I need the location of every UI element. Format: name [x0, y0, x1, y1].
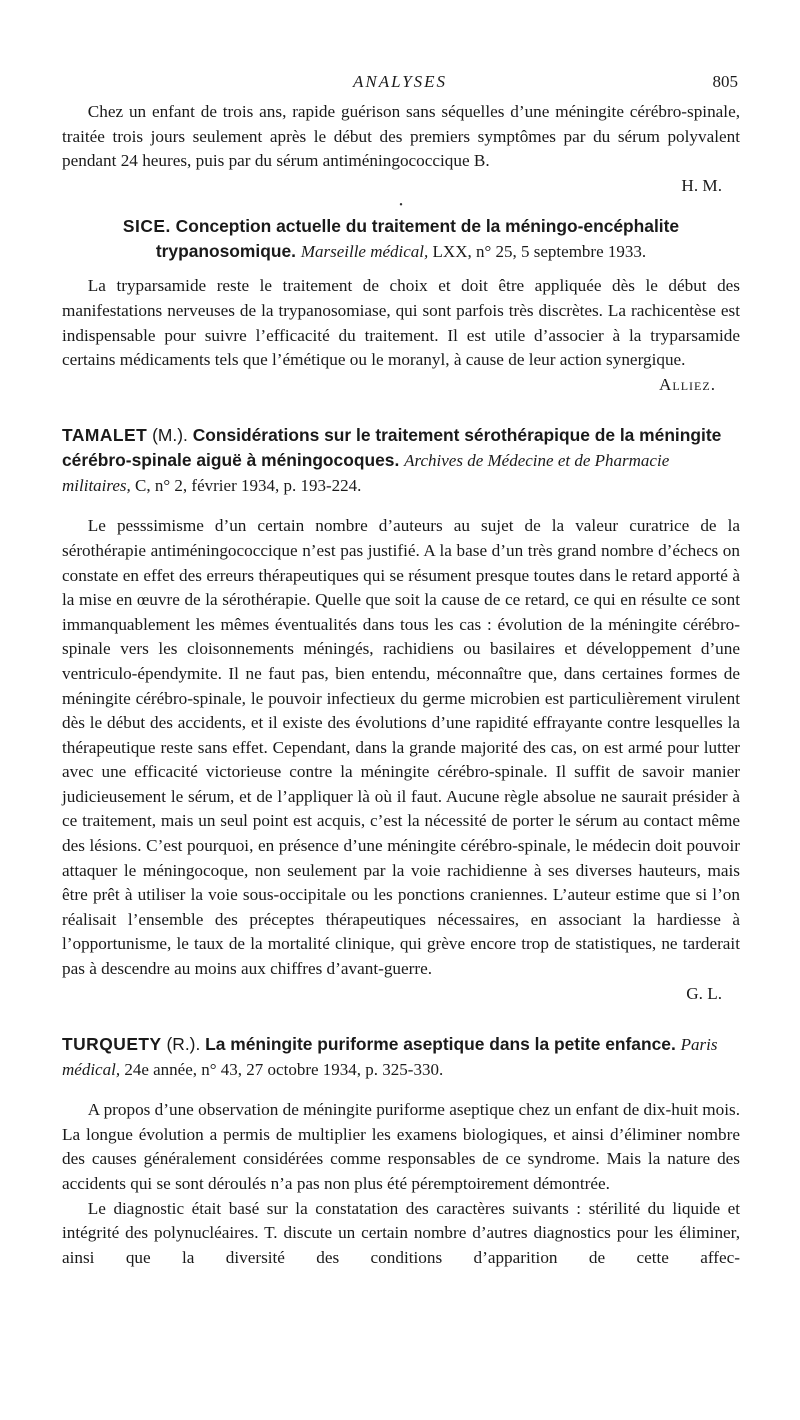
signature: Alliez. [658, 374, 716, 394]
paragraph: Le diagnostic était basé sur la constatation des caractères suivants : stérilité du liquide et intégrité des polynucléaires. T. discute un certain nombre d’autres diagnostics pour les éliminer, ainsi que la diversité des conditions d’apparition de cette affec- [62, 1198, 740, 1267]
paragraph: La tryparsamide reste le traitement de choix et doit être appliquée dès le début des manifestations nerveuses de la trypanosomiase, qui sont parfois très discrètes. La rachicentèse est indispensable pour suivre l’efficacité du traitement. Il est utile d’associer à la tryparsamide certains médicaments tels que l’émétique ou le moranyl, à cause de leur action synergique. [62, 276, 740, 370]
source-details: 24e année, n° 43, 27 octobre 1934, p. 325-330. [124, 1060, 444, 1080]
entry-title: Considérations sur le traitement sérothérapique de la méningite cérébro-spinale aiguë à méningocoques. [62, 425, 722, 471]
entry-author: TAMALET [62, 425, 148, 446]
entry-author: SICE. [122, 216, 171, 237]
separator-dot: • [399, 200, 403, 212]
paragraph: A propos d’une observation de méningite puriforme aseptique chez un enfant de dix-huit mois. La longue évolution a permis de multiplier les examens biologiques, et ainsi d’éliminer nombre des causes généralement considérées comme responsables de ce syndrome. Mais la nature des accidents qui se sont déroulés n’a pas non plus été péremptoirement démontrée. [62, 1100, 740, 1193]
source-details: LXX, n° 25, 5 septembre 1933. [432, 242, 647, 262]
entry-title: La méningite puriforme aseptique dans la petite enfance. [205, 1034, 676, 1055]
entry-source [301, 242, 646, 261]
running-title: ANALYSES [352, 72, 448, 91]
source-journal: Archives de Médecine et de Pharmacie militaires, [62, 451, 670, 496]
running-head [0, 66, 800, 96]
source-journal: Paris médical, [62, 1035, 718, 1080]
entry-heading [62, 214, 740, 264]
content-column [62, 100, 740, 1270]
entry-heading [62, 423, 740, 498]
entry-heading [62, 1032, 740, 1082]
entry-author-initial: (M.). [152, 425, 188, 446]
entry-author-initial: (R.). [166, 1034, 201, 1055]
page-number: 805 [712, 72, 738, 91]
source-journal: Marseille médical, [300, 242, 429, 262]
entry-sice [62, 214, 740, 397]
signature: H. M. [681, 175, 722, 195]
entry-author: TURQUETY [62, 1034, 162, 1055]
paragraph: Le pesssimisme d’un certain nombre d’auteurs au sujet de la valeur curatrice de la sérothérapie antiméningococcique n’est pas justifié. A la base d’un très grand nombre d’échecs on constate en effet des erreurs thérapeutiques qui se résument presque toutes dans le retard apporté à la mise en œuvre de la sérothérapie. Quelle que soit la cause de ce retard, ce qui en résulte ce sont immanquablement les mêmes éventualités dans tous les cas : évolution de la méningite cérébro-spinale vers les cloisonnements méningés, rachidiens ou basilaires et développement d’une ventriculo-épendymite. Il ne faut pas, bien entendu, méconnaître que, dans certaines formes de méningite cérébro-spinale, le pouvoir infectieux du germe microbien est particulièrement virulent dès le début des accidents, et il existe des évolutions d’une rapidité effrayante contre lesquelles la thérapeutique reste sans effet. Cependant, dans la grande majorité des cas, on est armé pour lutter avec une efficacité victorieuse contre la méningite cérébro-spinale. Il suffit de savoir manier judicieusement le sérum, et de l’appliquer là où il faut. Aucune règle absolue ne saurait présider à ce traitement, mais un seul point est acquis, c’est la nécessité de porter le sérum au contact même des lésions. C’est pourquoi, en présence d’une méningite cérébro-spinale, le médecin doit pouvoir attaquer le méningocoque, non seulement par la voie rachidienne à ses diverses hauteurs, mais être prêt à utiliser la voie sous-occipitale ou les ponctions craniennes. L’auteur estime que si l’on réalisait l’ensemble des préceptes thérapeutiques nécessaires, en associant la hardiesse à l’opportunisme, le taux de la mortalité clinique, qui grève encore trop de statistiques, ne tarderait pas à descendre au moins aux chiffres d’avant-guerre. [62, 516, 740, 979]
entry-tamalet [62, 423, 740, 1006]
source-details: C, n° 2, février 1934, p. 193-224. [135, 476, 362, 496]
entry-title: Conception actuelle du traitement de la méningo-encéphalite trypanosomique. [155, 216, 680, 262]
entry-continuation [62, 100, 740, 198]
paragraph: Chez un enfant de trois ans, rapide guérison sans séquelles d’une méningite cérébro-spinale, traitée trois jours seulement après le début des premiers symptômes par du sérum polyvalent pendant 24 heures, puis par du sérum antiméningococcique B. [62, 102, 740, 171]
signature: G. L. [686, 983, 722, 1003]
entry-turquety [62, 1032, 740, 1270]
